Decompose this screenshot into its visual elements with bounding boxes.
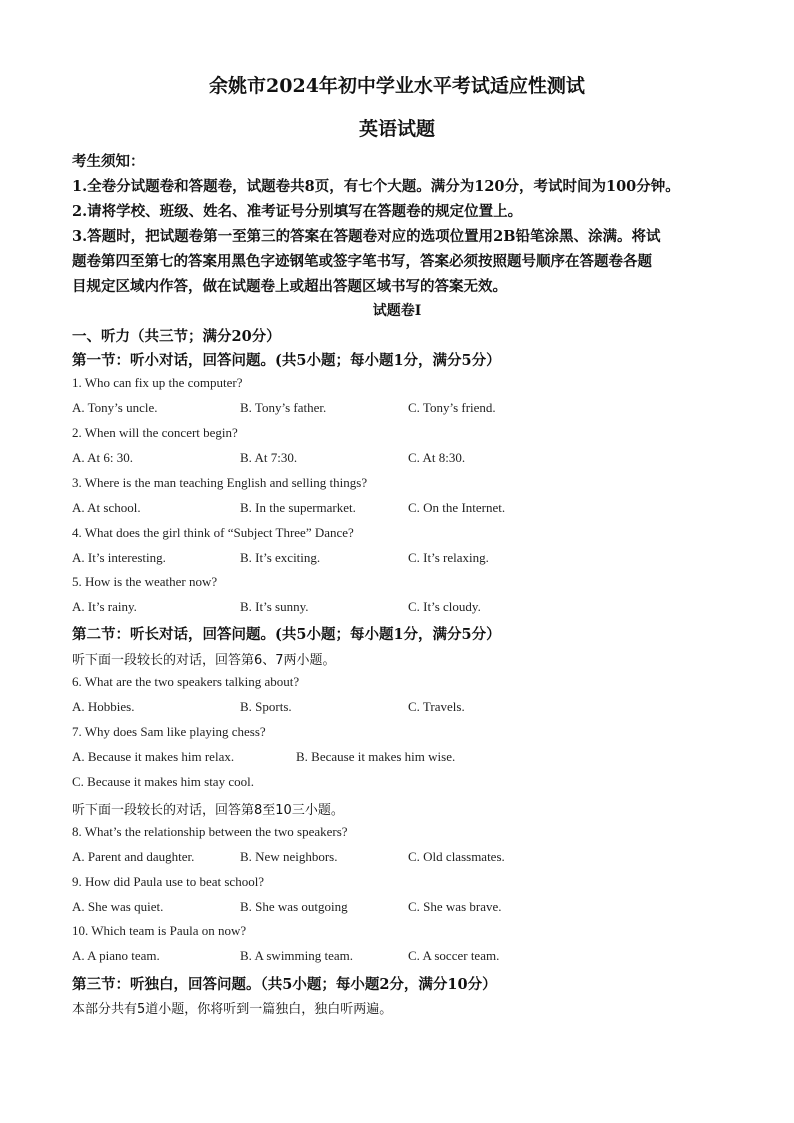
question-text: 6. What are the two speakers talking about? — [72, 674, 300, 689]
options-row — [72, 550, 732, 568]
option-b: B. She was outgoing — [240, 899, 348, 914]
option-c: C. Tony’s friend. — [408, 400, 496, 415]
options-row — [72, 699, 732, 717]
options-row — [72, 899, 732, 917]
options-row — [72, 599, 732, 617]
options-row — [72, 849, 732, 867]
notice-item: 目规定区域内作答，做在试题卷上或超出答题区域书写的答案无效。 — [72, 278, 507, 295]
option-b: B. Because it makes him wise. — [296, 749, 456, 764]
option-a: A. A piano team. — [72, 948, 160, 963]
option-b: B. A swimming team. — [240, 948, 354, 963]
question-text: 7. Why does Sam like playing chess? — [72, 724, 266, 739]
option-c: C. A soccer team. — [408, 948, 500, 963]
notice-item: 3.答题时，把试题卷第一至第三的答案在答题卷对应的选项位置用2B铅笔涂黑、涂满。将试 — [72, 228, 661, 245]
options-row — [72, 948, 732, 966]
paper-label: 试题卷Ⅰ — [372, 303, 422, 319]
option-c: C. It’s cloudy. — [408, 599, 481, 614]
options-row — [72, 500, 732, 518]
option-c: C. On the Internet. — [408, 500, 506, 515]
option-a: A. Because it makes him relax. — [72, 749, 235, 764]
question-text: 8. What’s the relationship between the two speakers? — [72, 824, 348, 839]
notice-item: 题卷第四至第七的答案用黑色字迹钢笔或签字笔书写，答案必须按照题号顺序在答题卷各题 — [72, 253, 652, 270]
option-a: A. She was quiet. — [72, 899, 164, 914]
option-a: A. At school. — [72, 500, 141, 515]
question-text: 9. How did Paula use to beat school? — [72, 874, 265, 889]
section3-note: 本部分共有5道小题，你将听到一篇独白，独白听两遍。 — [72, 1002, 393, 1017]
option-a: A. At 6: 30. — [72, 450, 134, 465]
options-row — [72, 400, 732, 418]
question-text: 5. How is the weather now? — [72, 574, 218, 589]
option-c: C. It’s relaxing. — [408, 550, 489, 565]
question-text: 10. Which team is Paula on now? — [72, 923, 247, 938]
option-b: B. It’s sunny. — [240, 599, 309, 614]
option-c: C. Because it makes him stay cool. — [72, 774, 254, 789]
option-a: A. Parent and daughter. — [72, 849, 195, 864]
question-text: 4. What does the girl think of “Subject Three” Dance? — [72, 525, 354, 540]
question-text: 1. Who can fix up the computer? — [72, 375, 243, 390]
section2-heading: 第二节：听长对话，回答问题。(共5小题；每小题1分，满分5分） — [72, 626, 501, 643]
option-b: B. At 7:30. — [240, 450, 298, 465]
option-b: B. New neighbors. — [240, 849, 338, 864]
question-text: 2. When will the concert begin? — [72, 425, 238, 440]
option-a: A. It’s interesting. — [72, 550, 166, 565]
option-b: B. Sports. — [240, 699, 292, 714]
option-a: A. It’s rainy. — [72, 599, 137, 614]
notice-item: 2.请将学校、班级、姓名、准考证号分别填写在答题卷的规定位置上。 — [72, 203, 523, 220]
option-a: A. Hobbies. — [72, 699, 135, 714]
page-subtitle: 英语试题 — [358, 118, 435, 140]
section1-heading: 第一节：听小对话，回答问题。(共5小题；每小题1分，满分5分） — [72, 352, 501, 369]
option-c: C. She was brave. — [408, 899, 502, 914]
section2-note: 听下面一段较长的对话，回答第8至10三小题。 — [72, 803, 344, 818]
notice-heading: 考生须知： — [72, 153, 145, 170]
option-b: B. Tony’s father. — [240, 400, 327, 415]
part1-heading: 一、听力（共三节；满分20分） — [72, 328, 281, 345]
page-title: 余姚市2024年初中学业水平考试适应性测试 — [209, 75, 585, 97]
notice-item: 1.全卷分试题卷和答题卷，试题卷共8页，有七个大题。满分为120分，考试时间为100分钟。 — [72, 178, 680, 195]
option-b: B. In the supermarket. — [240, 500, 356, 515]
option-a: A. Tony’s uncle. — [72, 400, 158, 415]
question-text: 3. Where is the man teaching English and selling things? — [72, 475, 368, 490]
section2-note: 听下面一段较长的对话，回答第6、7两小题。 — [72, 653, 336, 668]
option-c: C. At 8:30. — [408, 450, 466, 465]
options-row — [72, 450, 732, 468]
option-c: C. Old classmates. — [408, 849, 505, 864]
options-row — [72, 749, 732, 767]
section3-heading: 第三节：听独白，回答问题。（共5小题；每小题2分，满分10分） — [72, 976, 497, 993]
option-b: B. It’s exciting. — [240, 550, 321, 565]
option-c: C. Travels. — [408, 699, 465, 714]
